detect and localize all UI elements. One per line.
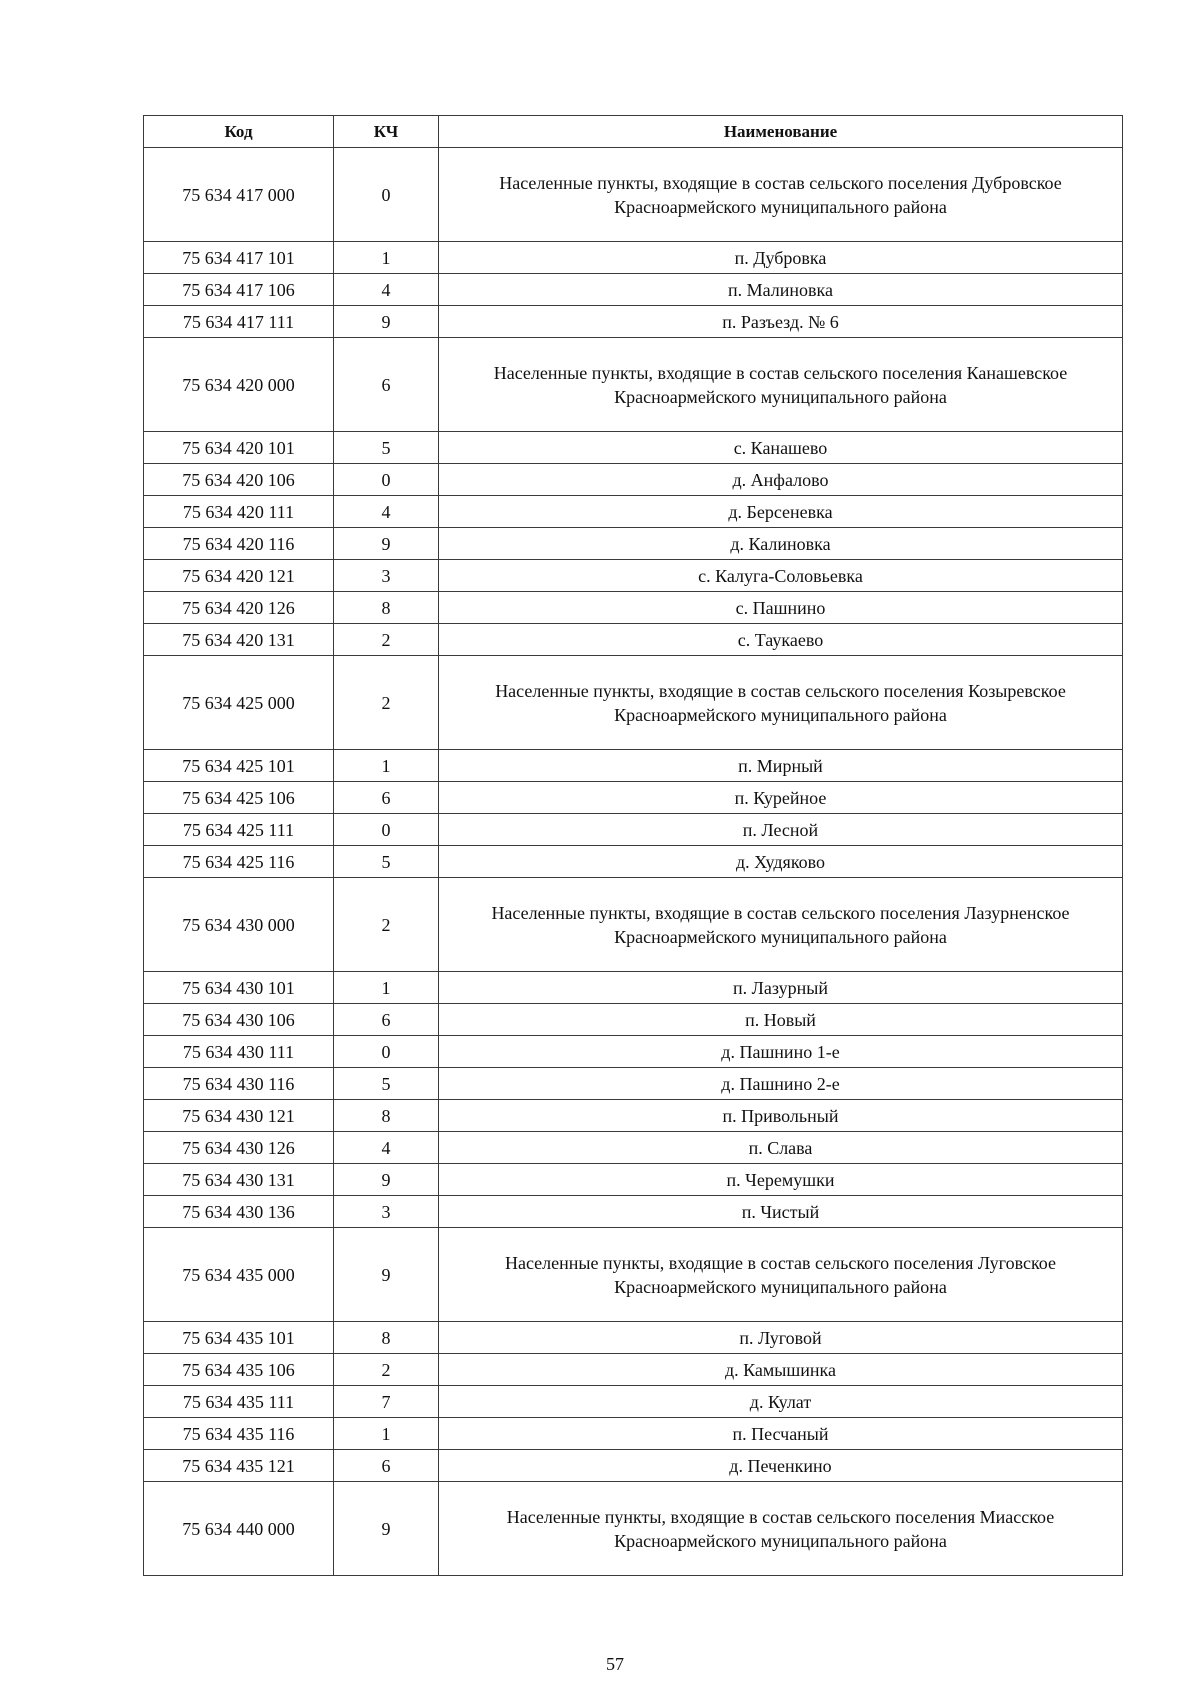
- table-row: [144, 1196, 1123, 1228]
- cell-code: 75 634 420 101: [144, 432, 334, 464]
- cell-code: 75 634 425 116: [144, 846, 334, 878]
- cell-kch: 5: [334, 432, 439, 464]
- cell-name: с. Пашнино: [439, 592, 1123, 624]
- table-row: [144, 1418, 1123, 1450]
- cell-name: д. Калиновка: [439, 528, 1123, 560]
- table-group-row: [144, 878, 1123, 972]
- cell-kch: 2: [334, 878, 439, 972]
- table-row: [144, 1004, 1123, 1036]
- cell-kch: 9: [334, 306, 439, 338]
- cell-code: 75 634 430 126: [144, 1132, 334, 1164]
- table-group-row: [144, 1482, 1123, 1576]
- cell-kch: 4: [334, 496, 439, 528]
- cell-kch: 1: [334, 750, 439, 782]
- cell-code: 75 634 417 101: [144, 242, 334, 274]
- cell-name: д. Анфалово: [439, 464, 1123, 496]
- cell-code: 75 634 430 131: [144, 1164, 334, 1196]
- cell-kch: 5: [334, 1068, 439, 1100]
- header-code: Код: [144, 116, 334, 148]
- cell-kch: 9: [334, 1228, 439, 1322]
- cell-kch: 9: [334, 1164, 439, 1196]
- cell-kch: 6: [334, 1004, 439, 1036]
- table-row: [144, 814, 1123, 846]
- cell-code: 75 634 430 116: [144, 1068, 334, 1100]
- table-row: [144, 782, 1123, 814]
- table-row: [144, 1132, 1123, 1164]
- cell-code: 75 634 435 121: [144, 1450, 334, 1482]
- cell-code: 75 634 420 000: [144, 338, 334, 432]
- cell-code: 75 634 420 126: [144, 592, 334, 624]
- cell-code: 75 634 430 101: [144, 972, 334, 1004]
- cell-kch: 7: [334, 1386, 439, 1418]
- cell-name: п. Разъезд. № 6: [439, 306, 1123, 338]
- table-row: [144, 1036, 1123, 1068]
- cell-name: д. Камышинка: [439, 1354, 1123, 1386]
- cell-code: 75 634 420 116: [144, 528, 334, 560]
- cell-name: Населенные пункты, входящие в состав сельского поселения Миасское Красноармейского муниципального района: [439, 1482, 1123, 1576]
- table-row: [144, 750, 1123, 782]
- cell-kch: 8: [334, 1322, 439, 1354]
- cell-kch: 5: [334, 846, 439, 878]
- cell-name: п. Новый: [439, 1004, 1123, 1036]
- cell-name: Населенные пункты, входящие в состав сельского поселения Козыревское Красноармейского муниципального района: [439, 656, 1123, 750]
- cell-name: п. Курейное: [439, 782, 1123, 814]
- cell-name: Населенные пункты, входящие в состав сельского поселения Луговское Красноармейского муниципального района: [439, 1228, 1123, 1322]
- cell-name: п. Слава: [439, 1132, 1123, 1164]
- cell-code: 75 634 420 121: [144, 560, 334, 592]
- cell-kch: 4: [334, 1132, 439, 1164]
- cell-kch: 6: [334, 338, 439, 432]
- cell-kch: 2: [334, 656, 439, 750]
- cell-name: Населенные пункты, входящие в состав сельского поселения Канашевское Красноармейского муниципального района: [439, 338, 1123, 432]
- cell-kch: 8: [334, 592, 439, 624]
- cell-kch: 2: [334, 1354, 439, 1386]
- cell-kch: 6: [334, 1450, 439, 1482]
- table-group-row: [144, 656, 1123, 750]
- cell-name: с. Канашево: [439, 432, 1123, 464]
- cell-kch: 6: [334, 782, 439, 814]
- table-row: [144, 528, 1123, 560]
- cell-name: п. Луговой: [439, 1322, 1123, 1354]
- table-row: [144, 242, 1123, 274]
- table-row: [144, 972, 1123, 1004]
- cell-code: 75 634 420 106: [144, 464, 334, 496]
- table-row: [144, 496, 1123, 528]
- cell-kch: 3: [334, 560, 439, 592]
- cell-code: 75 634 425 000: [144, 656, 334, 750]
- table-group-row: [144, 1228, 1123, 1322]
- cell-code: 75 634 425 106: [144, 782, 334, 814]
- cell-name: д. Печенкино: [439, 1450, 1123, 1482]
- cell-kch: 9: [334, 528, 439, 560]
- table-row: [144, 1354, 1123, 1386]
- table-row: [144, 1164, 1123, 1196]
- cell-name: п. Дубровка: [439, 242, 1123, 274]
- cell-code: 75 634 435 101: [144, 1322, 334, 1354]
- cell-kch: 2: [334, 624, 439, 656]
- table-group-row: [144, 338, 1123, 432]
- cell-name: д. Пашнино 1-е: [439, 1036, 1123, 1068]
- cell-name: п. Чистый: [439, 1196, 1123, 1228]
- cell-code: 75 634 430 121: [144, 1100, 334, 1132]
- table-row: [144, 1450, 1123, 1482]
- cell-code: 75 634 420 111: [144, 496, 334, 528]
- table-row: [144, 846, 1123, 878]
- cell-name: с. Таукаево: [439, 624, 1123, 656]
- cell-name: п. Песчаный: [439, 1418, 1123, 1450]
- header-name: Наименование: [439, 116, 1123, 148]
- table-row: [144, 1100, 1123, 1132]
- cell-kch: 8: [334, 1100, 439, 1132]
- cell-code: 75 634 440 000: [144, 1482, 334, 1576]
- cell-name: Населенные пункты, входящие в состав сельского поселения Лазурненское Красноармейского муниципального района: [439, 878, 1123, 972]
- cell-kch: 0: [334, 148, 439, 242]
- table-row: [144, 1386, 1123, 1418]
- cell-code: 75 634 430 136: [144, 1196, 334, 1228]
- cell-code: 75 634 417 000: [144, 148, 334, 242]
- cell-code: 75 634 430 106: [144, 1004, 334, 1036]
- table-row: [144, 1068, 1123, 1100]
- cell-kch: 0: [334, 464, 439, 496]
- cell-kch: 1: [334, 972, 439, 1004]
- cell-code: 75 634 435 106: [144, 1354, 334, 1386]
- cell-code: 75 634 430 111: [144, 1036, 334, 1068]
- classifier-table: [143, 115, 1123, 1576]
- cell-name: д. Худяково: [439, 846, 1123, 878]
- cell-name: п. Лесной: [439, 814, 1123, 846]
- table-body: [144, 148, 1123, 1576]
- cell-code: 75 634 435 000: [144, 1228, 334, 1322]
- table-row: [144, 1322, 1123, 1354]
- cell-kch: 9: [334, 1482, 439, 1576]
- cell-code: 75 634 420 131: [144, 624, 334, 656]
- table-header-row: [144, 116, 1123, 148]
- cell-kch: 1: [334, 1418, 439, 1450]
- table-row: [144, 432, 1123, 464]
- cell-code: 75 634 417 106: [144, 274, 334, 306]
- cell-kch: 0: [334, 1036, 439, 1068]
- table-group-row: [144, 148, 1123, 242]
- cell-name: д. Кулат: [439, 1386, 1123, 1418]
- table-row: [144, 274, 1123, 306]
- cell-code: 75 634 425 101: [144, 750, 334, 782]
- table-row: [144, 560, 1123, 592]
- cell-code: 75 634 430 000: [144, 878, 334, 972]
- cell-name: Населенные пункты, входящие в состав сельского поселения Дубровское Красноармейского муниципального района: [439, 148, 1123, 242]
- cell-name: п. Малиновка: [439, 274, 1123, 306]
- page-number: 57: [606, 1654, 624, 1674]
- table-row: [144, 624, 1123, 656]
- cell-code: 75 634 435 116: [144, 1418, 334, 1450]
- table-row: [144, 306, 1123, 338]
- cell-name: п. Черемушки: [439, 1164, 1123, 1196]
- table-row: [144, 464, 1123, 496]
- cell-code: 75 634 425 111: [144, 814, 334, 846]
- cell-kch: 4: [334, 274, 439, 306]
- cell-name: д. Пашнино 2-е: [439, 1068, 1123, 1100]
- cell-code: 75 634 435 111: [144, 1386, 334, 1418]
- cell-kch: 0: [334, 814, 439, 846]
- cell-name: д. Берсеневка: [439, 496, 1123, 528]
- cell-kch: 1: [334, 242, 439, 274]
- cell-kch: 3: [334, 1196, 439, 1228]
- cell-name: п. Привольный: [439, 1100, 1123, 1132]
- cell-name: с. Калуга-Соловьевка: [439, 560, 1123, 592]
- cell-name: п. Лазурный: [439, 972, 1123, 1004]
- table-row: [144, 592, 1123, 624]
- header-kch: КЧ: [334, 116, 439, 148]
- cell-code: 75 634 417 111: [144, 306, 334, 338]
- cell-name: п. Мирный: [439, 750, 1123, 782]
